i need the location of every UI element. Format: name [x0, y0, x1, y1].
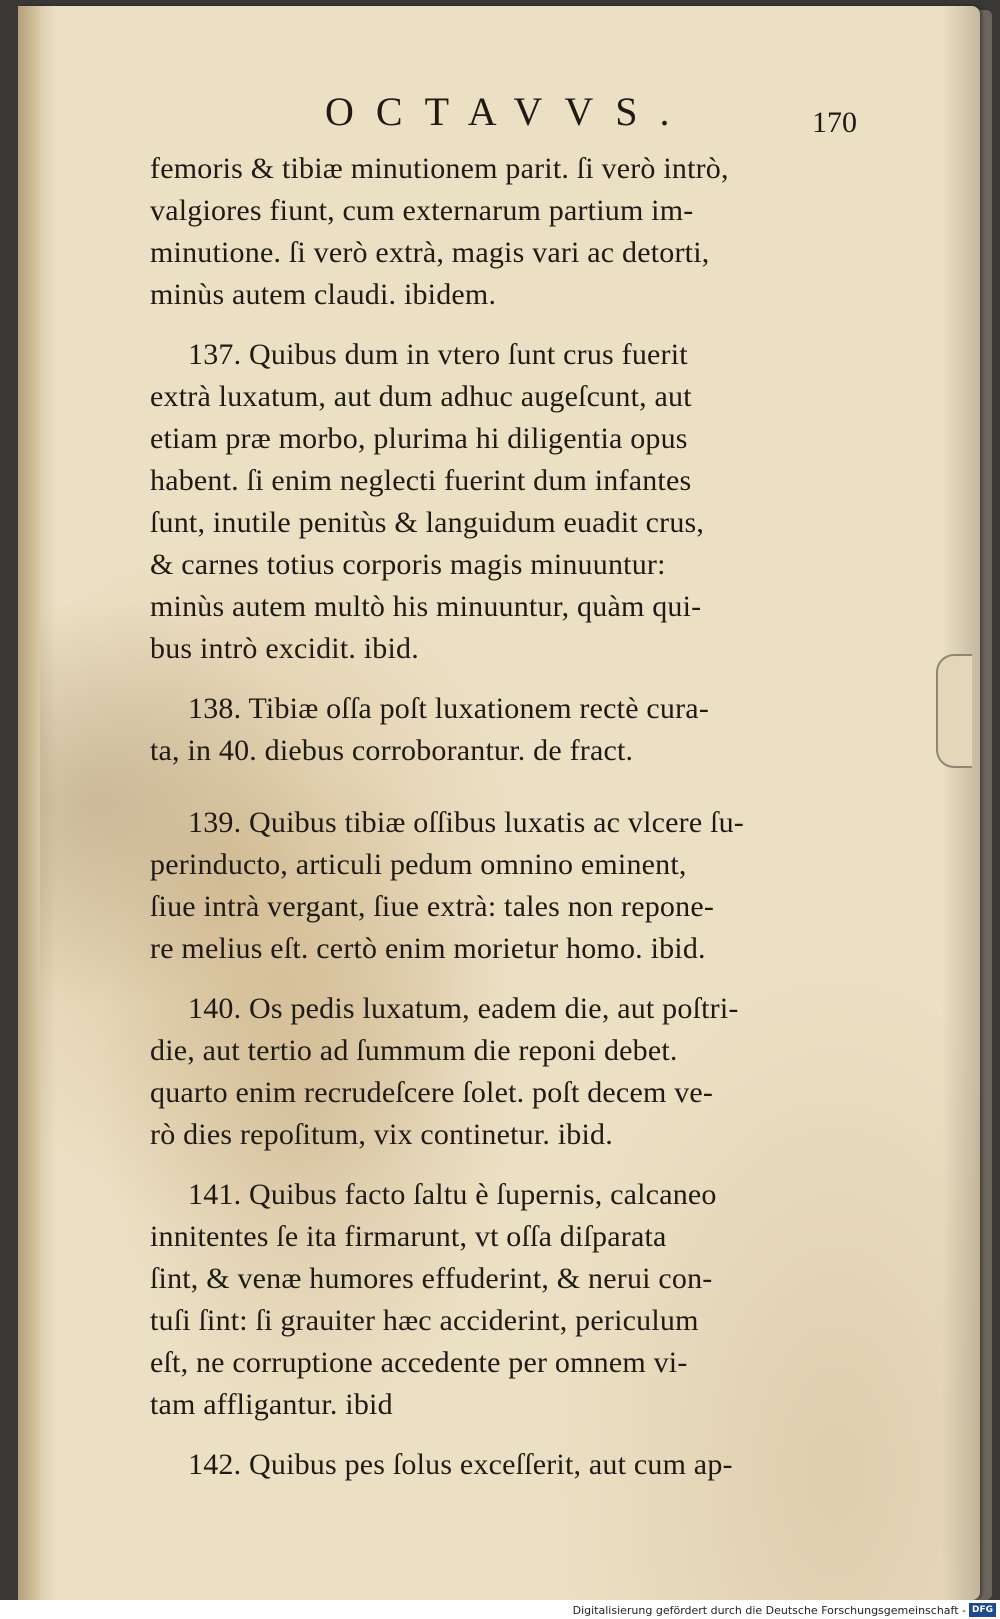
- text-line: bus intrò excidit. ibid.: [150, 632, 419, 665]
- folio-number: 170: [812, 106, 857, 139]
- footer-bar: [0, 1600, 1000, 1619]
- paragraph-gap: [150, 970, 855, 988]
- paragraph-gap: [150, 1426, 855, 1444]
- paragraph-gap: [150, 772, 855, 802]
- text-line: femoris & tibiæ minutionem parit. ſi verò intrò,: [150, 152, 729, 185]
- text-block: [150, 84, 855, 1486]
- text-line: 138. Tibiæ oſſa poſt luxationem rectè cura-: [188, 692, 710, 725]
- text-line: ſunt, inutile penitùs & languidum euadit crus,: [150, 506, 705, 539]
- running-title: OCTAVVS.: [325, 89, 692, 134]
- text-line: quarto enim recrudeſcere ſolet. poſt decem ve-: [150, 1076, 714, 1109]
- text-line: habent. ſi enim neglecti fuerint dum infantes: [150, 464, 692, 497]
- text-line: 141. Quibus facto ſaltu è ſupernis, calcaneo: [188, 1178, 717, 1211]
- text-line: minùs autem multò his minuuntur, quàm qui-: [150, 590, 702, 623]
- book-page: [18, 6, 980, 1600]
- text-line: rò dies repoſitum, vix continetur. ibid.: [150, 1118, 613, 1151]
- paragraph-gap: [150, 670, 855, 688]
- text-line: ſiue intrà vergant, ſiue extrà: tales non repone-: [150, 890, 715, 923]
- text-line: ſint, & venæ humores effuderint, & nerui con-: [150, 1262, 713, 1295]
- text-line: tuſi ſint: ſi grauiter hæc acciderint, periculum: [150, 1304, 699, 1337]
- page-edge-tab: [936, 654, 972, 768]
- text-line: eſt, ne corruptione accedente per omnem vi-: [150, 1346, 688, 1379]
- text-line: perinducto, articuli pedum omnino eminent,: [150, 848, 687, 881]
- page-gutter: [18, 6, 40, 1600]
- text-line: 137. Quibus dum in vtero ſunt crus fuerit: [188, 338, 688, 371]
- text-line: 139. Quibus tibiæ oſſibus luxatis ac vlcere ſu-: [188, 806, 744, 839]
- text-line: etiam præ morbo, plurima hi diligentia opus: [150, 422, 688, 455]
- text-line: valgiores fiunt, cum externarum partium im-: [150, 194, 694, 227]
- text-line: innitentes ſe ita firmarunt, vt oſſa diſparata: [150, 1220, 667, 1253]
- text-line: extrà luxatum, aut dum adhuc augeſcunt, aut: [150, 380, 692, 413]
- text-line: minùs autem claudi. ibidem.: [150, 278, 497, 311]
- text-line: re melius eſt. certò enim morietur homo. ibid.: [150, 932, 706, 965]
- text-line: 140. Os pedis luxatum, eadem die, aut poſtri-: [188, 992, 739, 1025]
- text-line: & carnes totius corporis magis minuuntur:: [150, 548, 666, 581]
- paragraph-gap: [150, 316, 855, 334]
- paragraph-gap: [150, 1156, 855, 1174]
- text-line: tam affligantur. ibid: [150, 1388, 393, 1421]
- text-line: 142. Quibus pes ſolus exceſſerit, aut cum ap-: [188, 1448, 733, 1481]
- text-line: die, aut tertio ad ſummum die reponi debet.: [150, 1034, 678, 1067]
- running-head: [150, 84, 855, 148]
- dfg-logo-icon: DFG: [969, 1603, 996, 1617]
- text-line: minutione. ſi verò extrà, magis vari ac detorti,: [150, 236, 710, 269]
- text-line: ta, in 40. diebus corroborantur. de fract.: [150, 734, 634, 767]
- digitization-credit: Digitalisierung gefördert durch die Deutsche Forschungsgemeinschaft -: [572, 1604, 966, 1617]
